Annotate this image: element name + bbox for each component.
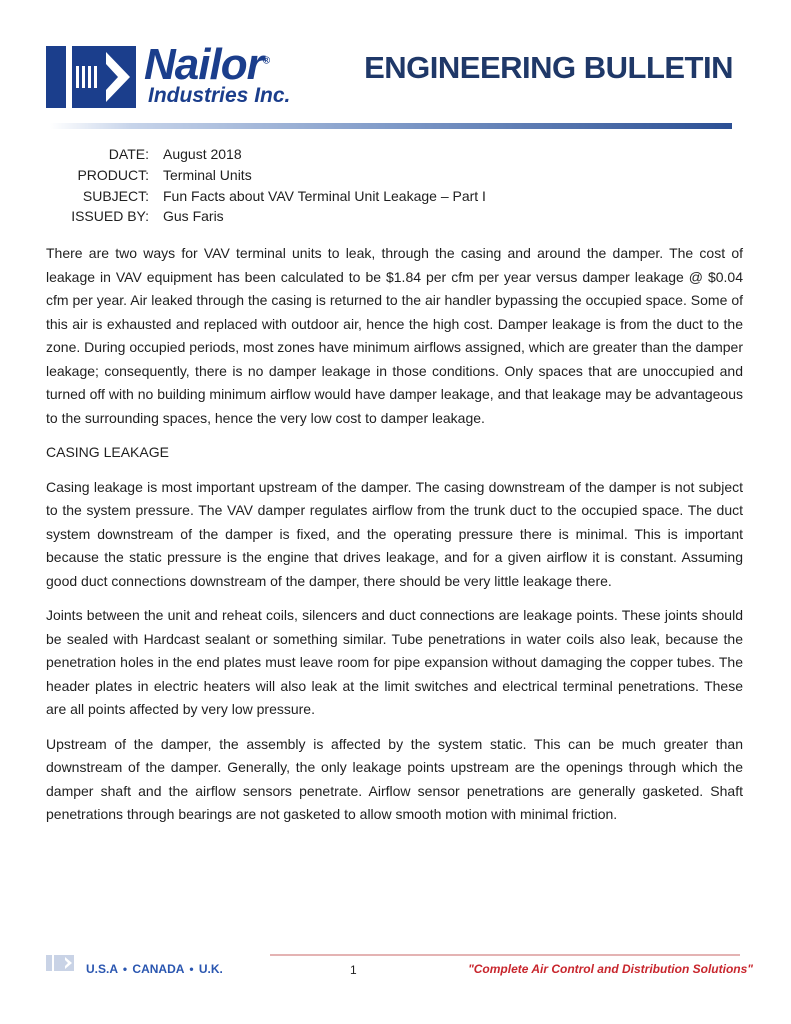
header-divider xyxy=(50,123,732,129)
footer-countries: U.S.A • CANADA • U.K. xyxy=(86,962,223,976)
registered-mark: ® xyxy=(262,55,270,67)
meta-row-issued-by xyxy=(46,206,486,227)
body-paragraph: Upstream of the damper, the assembly is affected by the system static. This can be much greater than downstream of the damper. Generally, the only leakage points upstream are the openings through which the damper shaft and the airflow sensors penetrate. Airflow sensor penetrations are generally gasketed. Shaft penetrations through bearings are not gasketed to allow smooth motion with minimal friction. xyxy=(46,735,743,822)
logo-name: Nailor® xyxy=(144,40,270,89)
body-paragraph: Joints between the unit and reheat coils, silencers and duct connections are leakage points. These joints should be sealed with Hardcast sealant or something similar. Tube penetrations in water coils also leak, because the penetration holes in the end plates must leave room for pipe expansion without damaging the copper tubes. The header plates in electric heaters will also leak at the limit switches and electrical terminal penetrations. These are all points affected by very low pressure. xyxy=(46,607,743,717)
meta-value: Gus Faris xyxy=(163,208,224,225)
intro-paragraph: There are two ways for VAV terminal units to leak, through the casing and around the damper. The cost of leakage in VAV equipment has been calculated to be $1.84 per cfm per year versus damper leakage @ $0.04 cfm per year. Air leaked through the casing is returned to the air handler bypassing the occupied space. Some of this air is exhausted and replaced with outdoor air, hence the high cost. Damper leakage is from the duct to the zone. During occupied periods, most zones have minimum airflows assigned, which are greater than the damper leakage; consequently, there is no damper leakage in those conditions. Only spaces that are unoccupied and turned off with no building minimum airflow would have damper leakage, and that leakage may be advantageous to the surrounding spaces, hence the very low cost to damper leakage. xyxy=(46,245,743,426)
footer-tagline: "Complete Air Control and Distribution Solutions" xyxy=(468,962,753,976)
nailor-logo-icon xyxy=(46,46,136,108)
section-heading: CASING LEAKAGE xyxy=(46,444,169,460)
meta-label: ISSUED BY: xyxy=(71,208,149,225)
page-title: ENGINEERING BULLETIN xyxy=(364,50,733,85)
meta-row-product xyxy=(46,165,486,186)
meta-value: August 2018 xyxy=(163,146,242,162)
page-number: 1 xyxy=(350,963,357,977)
footer-divider xyxy=(270,954,740,956)
meta-label: DATE: xyxy=(108,146,149,162)
meta-label: PRODUCT: xyxy=(77,166,149,183)
meta-row-subject xyxy=(46,186,486,207)
meta-value: Terminal Units xyxy=(163,166,252,183)
body-paragraph: Casing leakage is most important upstream of the damper. The casing downstream of the damper is not subject to the system pressure. The VAV damper regulates airflow from the trunk duct to the occupied space. The duct system downstream of the damper is fixed, and the operating pressure there is minimal. This is important because the static pressure is the engine that drives leakage, and for a given airflow it is constant. Assuming good duct connections downstream of the damper, there should be very little leakage there. xyxy=(46,478,743,589)
meta-row-date xyxy=(46,144,486,165)
bulletin-body xyxy=(46,242,743,838)
bulletin-meta xyxy=(46,144,486,227)
logo-subtitle: Industries Inc. xyxy=(148,84,291,107)
company-logo xyxy=(46,40,316,108)
meta-value: Fun Facts about VAV Terminal Unit Leakage – Part I xyxy=(163,187,486,204)
nailor-footer-logo-icon xyxy=(46,955,74,971)
meta-label: SUBJECT: xyxy=(82,187,149,204)
